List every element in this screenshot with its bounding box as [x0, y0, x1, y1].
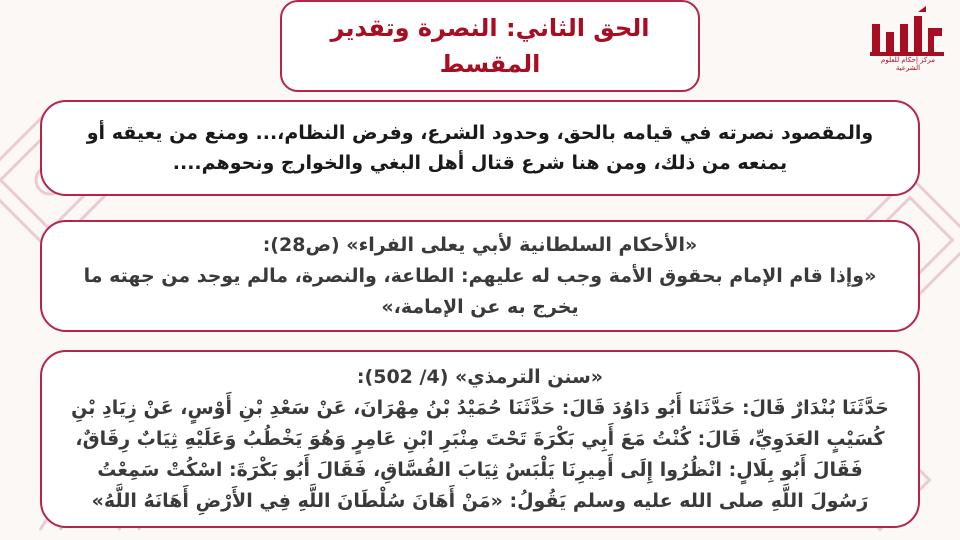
page-title: الحق الثاني: النصرة وتقدير المقسط	[330, 14, 650, 78]
tirmidhi-source: «سنن الترمذي» (4/ 502):	[356, 365, 604, 388]
ahkam-source: «الأحكام السلطانية لأبي يعلى الفراء» (ص28):	[262, 233, 698, 256]
ahkam-quote-box	[40, 220, 920, 332]
ahkam-quote: «وإذا قام الإمام بحقوق الأمة وجب له عليهم: الطاعة، والنصرة، مالم يوجد من جهته ما يخرج به عن الإمامة،»	[83, 264, 877, 318]
definition-text: والمقصود نصرته في قيامه بالحق، وحدود الشرع، وفرض النظام،... ومنع من يعيقه أو يمنعه من ذلك، ومن هنا شرع قتال أهل البغي والخوارج ونحوهم....	[86, 122, 874, 174]
tirmidhi-hadith: حَدَّثَنَا بُنْدَارٌ قَالَ: حَدَّثَنَا أَبُو دَاوُدَ قَالَ: حَدَّثَنَا حُمَيْدُ بْنُ مِهْرَانَ، عَنْ سَعْدِ بْنِ أَوْسٍ، عَنْ زِيَادِ بْنِ كُسَيْبٍ العَدَوِيِّ، قَالَ: كُنْتُ مَعَ أَبِي بَكْرَةَ تَحْتَ مِنْبَرِ ابْنِ عَامِرٍ وَهُوَ يَخْطُبُ وَعَلَيْهِ ثِيَابٌ رِقَاقٌ، فَقَالَ أَبُو بِلَالٍ: انْظُرُوا إِلَى أَمِيرِنَا يَلْبَسُ ثِيَابَ الفُسَّاقِ، فَقَالَ أَبُو بَكْرَةَ: اسْكُتْ سَمِعْتُ رَسُولَ اللَّهِ صلى الله عليه وسلم يَقُولُ: «مَنْ أَهَانَ سُلْطَانَ اللَّهِ فِي الأَرْضِ أَهَانَهُ اللَّهُ»	[71, 396, 889, 512]
tirmidhi-hadith-box	[40, 350, 920, 528]
title-box	[280, 0, 700, 92]
logo-subtitle: مركز إحكام للعلوم الشرعية	[881, 56, 935, 72]
definition-box	[40, 100, 920, 196]
